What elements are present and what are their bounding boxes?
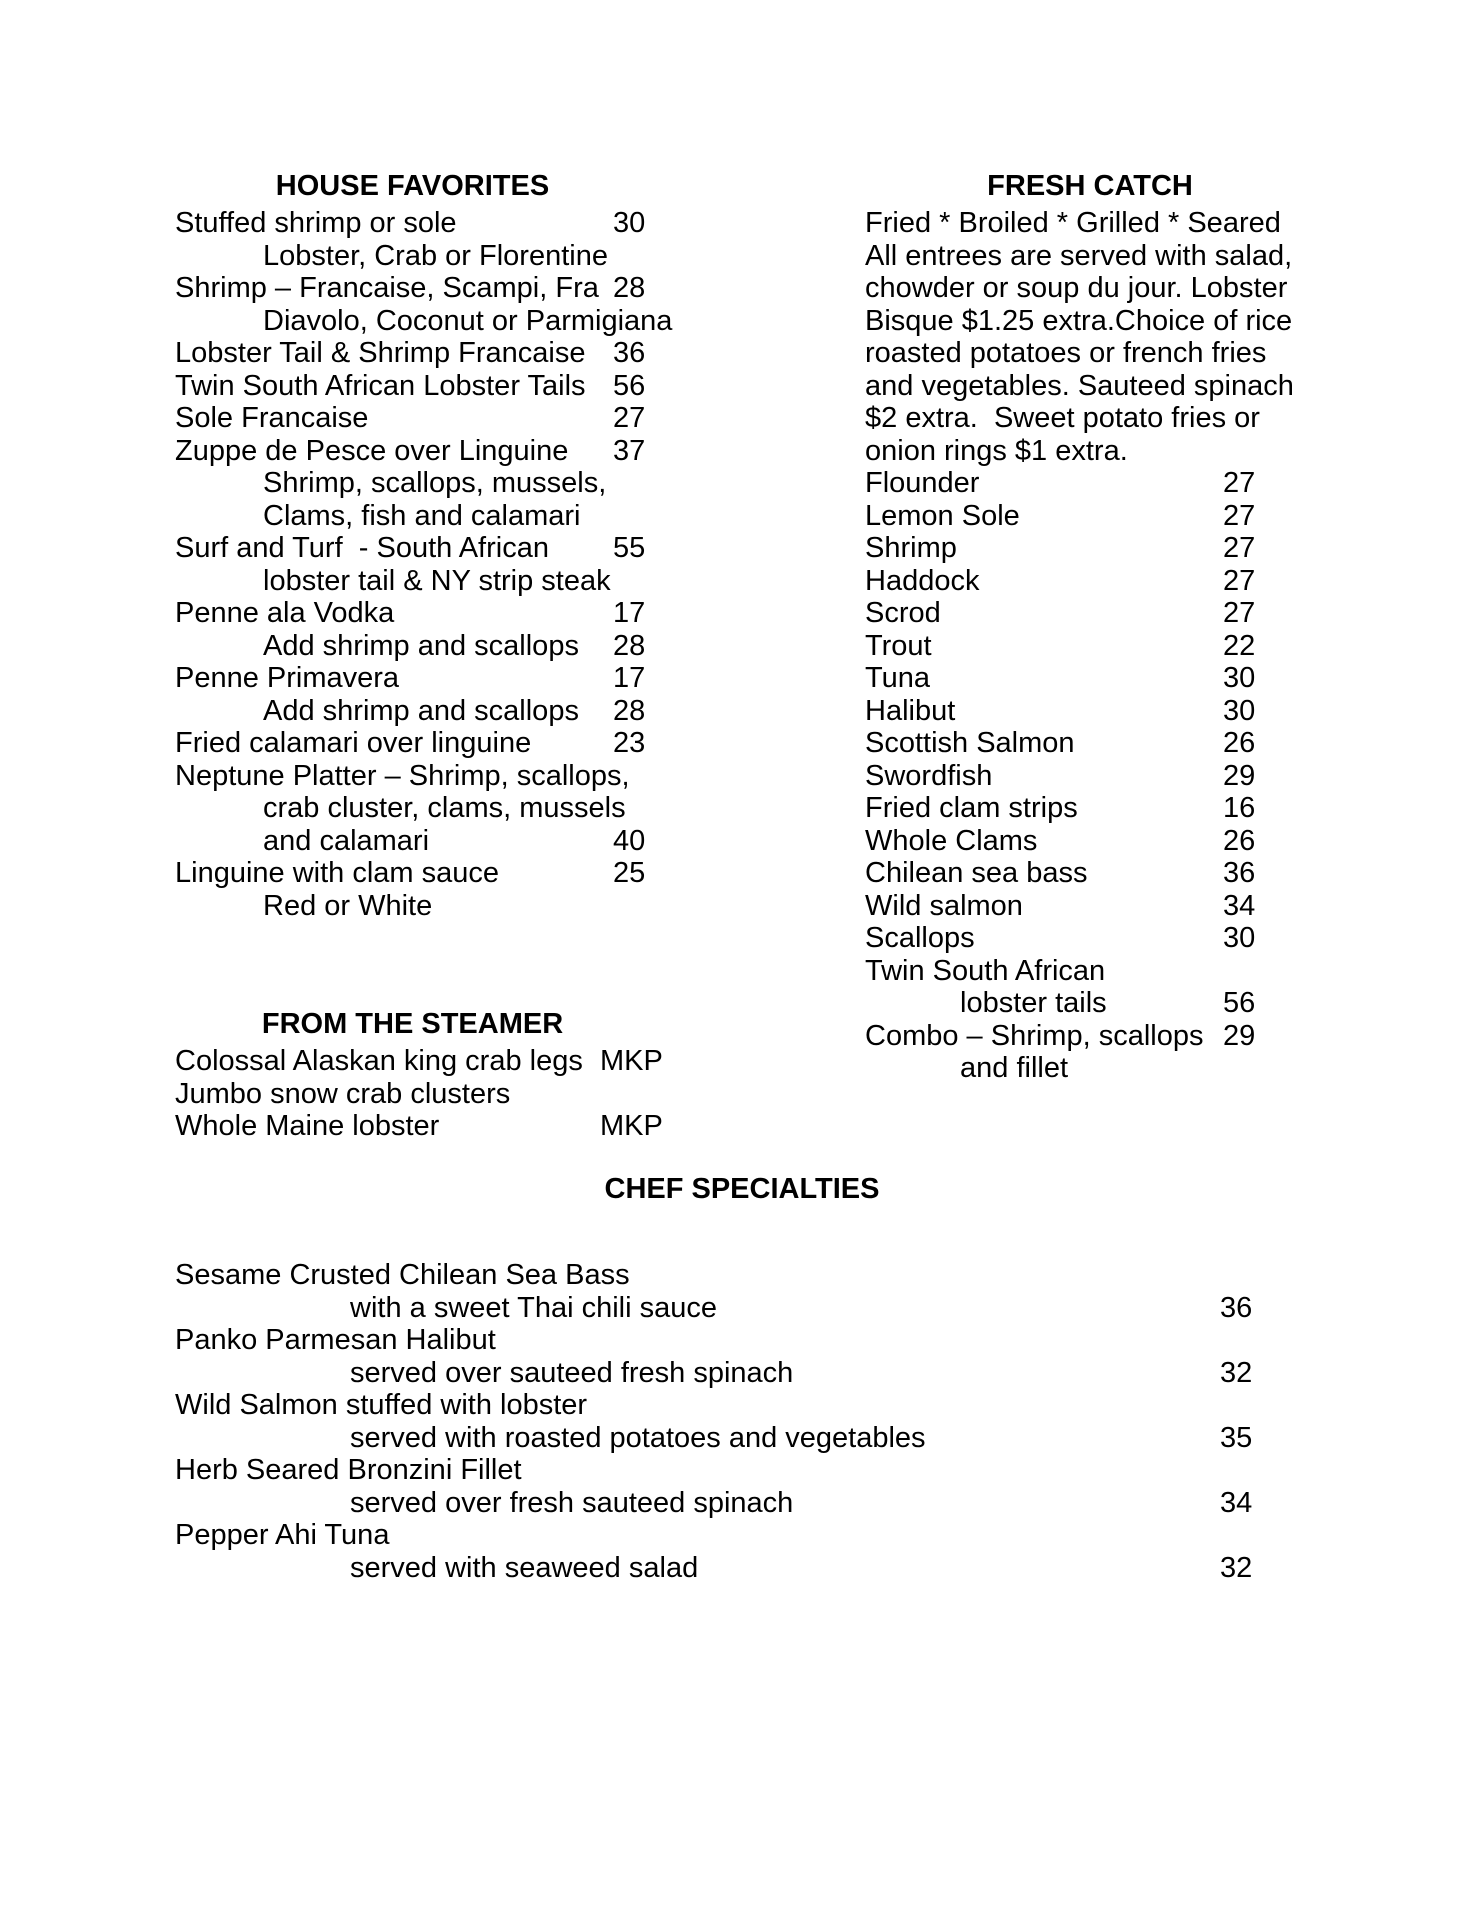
menu-item-price: 56 xyxy=(1223,987,1256,1019)
menu-item-row xyxy=(175,890,650,923)
menu-item-row xyxy=(175,272,650,305)
menu-item-row xyxy=(865,922,1315,955)
menu-item-row xyxy=(175,1357,1315,1390)
menu-item-row xyxy=(175,565,650,598)
menu-item-name: Red or White xyxy=(263,889,433,922)
menu-item-row xyxy=(175,304,673,338)
menu-item-row xyxy=(175,1292,1315,1325)
menu-item-row xyxy=(865,532,1315,565)
menu-item-price: 28 xyxy=(613,272,646,304)
section-from-the-steamer xyxy=(175,1008,663,1143)
menu-item-row xyxy=(175,792,650,825)
menu-item-price: 35 xyxy=(1220,1421,1253,1454)
menu-item-price: 26 xyxy=(1223,727,1256,759)
menu-item-price: 26 xyxy=(1223,824,1256,857)
menu-item-name: Stuffed shrimp or sole xyxy=(175,207,457,239)
menu-item-name: Lobster, Crab or Florentine xyxy=(263,239,608,272)
menu-item-name: served with roasted potatoes and vegetables xyxy=(350,1421,926,1454)
description-line: $2 extra. Sweet potato fries or xyxy=(865,402,1260,434)
menu-item-price: 40 xyxy=(613,824,646,857)
description-line: Fried * Broiled * Grilled * Seared xyxy=(865,207,1281,239)
menu-item-row xyxy=(175,1110,663,1143)
menu-item-row xyxy=(175,532,650,565)
menu-item-price: 28 xyxy=(613,694,646,727)
menu-item-name: Jumbo snow crab clusters xyxy=(175,1077,511,1110)
menu-item-name: lobster tails xyxy=(960,987,1107,1019)
menu-item-row xyxy=(865,792,1315,825)
menu-item-name: Twin South African xyxy=(865,954,1106,987)
menu-item-name: Wild salmon xyxy=(865,889,1023,922)
menu-item-name: Shrimp, scallops, mussels, xyxy=(263,467,607,499)
menu-item-name: Linguine with clam sauce xyxy=(175,857,500,889)
menu-item-name: Chilean sea bass xyxy=(865,857,1088,889)
menu-item-row xyxy=(175,1259,1315,1292)
menu-item-row xyxy=(175,500,650,533)
menu-item-row xyxy=(175,760,650,793)
house-favorites-title: HOUSE FAVORITES xyxy=(275,170,550,202)
menu-item-price: 23 xyxy=(613,727,646,759)
menu-item-name: Lemon Sole xyxy=(865,499,1020,532)
menu-item-row xyxy=(175,1324,1315,1357)
menu-item-row xyxy=(865,825,1315,858)
menu-item-name: with a sweet Thai chili sauce xyxy=(350,1291,717,1324)
menu-item-name: served over fresh sauteed spinach xyxy=(350,1486,794,1519)
menu-item-price: 36 xyxy=(1220,1291,1253,1324)
menu-item-row xyxy=(175,630,650,663)
menu-item-row xyxy=(865,955,1315,988)
menu-item-price: 56 xyxy=(613,369,646,402)
menu-item-row xyxy=(865,760,1315,793)
menu-item-price: 27 xyxy=(613,402,646,434)
description-line: Bisque $1.25 extra.Choice of rice xyxy=(865,304,1293,337)
menu-item-price: 17 xyxy=(613,662,646,694)
menu-item-price: 27 xyxy=(1223,499,1256,532)
menu-item-price: MKP xyxy=(600,1045,663,1077)
menu-item-name: Tuna xyxy=(865,662,931,694)
menu-item-price: 27 xyxy=(1223,564,1256,597)
menu-item-row xyxy=(175,695,650,728)
menu-item-row xyxy=(865,662,1315,695)
menu-item-price: 36 xyxy=(613,337,646,369)
menu-item-row xyxy=(175,1045,663,1078)
menu-item-price: 30 xyxy=(1223,922,1256,954)
section-chef-specialties-heading xyxy=(0,1173,1484,1210)
menu-item-row xyxy=(175,435,650,468)
menu-item-name: Surf and Turf - South African xyxy=(175,532,549,564)
menu-item-name: Sole Francaise xyxy=(175,402,369,434)
menu-item-price: 55 xyxy=(613,532,646,564)
menu-item-name: Scrod xyxy=(865,597,941,629)
menu-item-name: Shrimp – Francaise, Scampi, Fra xyxy=(175,272,599,304)
menu-item-price: 34 xyxy=(1220,1486,1253,1519)
menu-item-row xyxy=(865,467,1315,500)
menu-item-name: crab cluster, clams, mussels xyxy=(263,792,626,824)
menu-item-price: 30 xyxy=(1223,694,1256,727)
menu-item-row xyxy=(175,1487,1315,1520)
section-house-favorites xyxy=(175,170,673,922)
menu-item-price: 34 xyxy=(1223,889,1256,922)
description-line: onion rings $1 extra. xyxy=(865,434,1128,467)
menu-item-row xyxy=(175,207,650,240)
menu-item-name: Add shrimp and scallops xyxy=(263,629,579,662)
menu-item-row xyxy=(865,500,1315,533)
menu-item-name: Neptune Platter – Shrimp, scallops, xyxy=(175,759,630,792)
menu-item-row xyxy=(175,1078,650,1111)
menu-item-name: Whole Maine lobster xyxy=(175,1110,440,1142)
menu-item-name: Scallops xyxy=(865,922,975,954)
menu-item-price: 27 xyxy=(1223,597,1256,629)
menu-item-name: Trout xyxy=(865,629,932,662)
menu-item-name: Haddock xyxy=(865,564,980,597)
from-the-steamer-title: FROM THE STEAMER xyxy=(261,1008,564,1040)
menu-item-row xyxy=(175,662,650,695)
menu-item-row xyxy=(175,402,650,435)
menu-item-row xyxy=(175,240,650,273)
menu-item-name: Penne ala Vodka xyxy=(175,597,395,629)
menu-item-price: 32 xyxy=(1220,1551,1253,1584)
menu-item-row xyxy=(865,857,1315,890)
from-the-steamer-list xyxy=(175,1045,663,1143)
menu-item-row xyxy=(865,727,1315,760)
menu-item-row xyxy=(865,597,1315,630)
menu-item-name: and calamari xyxy=(263,824,430,857)
menu-item-name: Herb Seared Bronzini Fillet xyxy=(175,1454,522,1486)
menu-item-name: Add shrimp and scallops xyxy=(263,694,579,727)
menu-item-row xyxy=(175,1389,1315,1422)
menu-item-row xyxy=(175,825,650,858)
menu-item-name: Fried clam strips xyxy=(865,792,1078,824)
fresh-catch-title: FRESH CATCH xyxy=(987,170,1193,202)
menu-item-price: 25 xyxy=(613,857,646,889)
menu-item-row xyxy=(175,1519,1315,1552)
menu-item-price: 27 xyxy=(1223,532,1256,564)
menu-item-name: Panko Parmesan Halibut xyxy=(175,1324,496,1356)
menu-item-name: Pepper Ahi Tuna xyxy=(175,1519,390,1551)
menu-item-row xyxy=(175,727,650,760)
menu-item-name: Lobster Tail & Shrimp Francaise xyxy=(175,337,586,369)
menu-item-row xyxy=(865,987,1315,1020)
menu-item-row xyxy=(175,1552,1315,1585)
menu-item-name: Shrimp xyxy=(865,532,957,564)
section-fresh-catch xyxy=(865,170,1315,1085)
menu-item-row xyxy=(865,695,1315,728)
menu-item-name: Clams, fish and calamari xyxy=(263,499,581,532)
menu-item-price: 36 xyxy=(1223,857,1256,889)
menu-item-price: 30 xyxy=(1223,662,1256,694)
menu-item-price: 22 xyxy=(1223,629,1256,662)
menu-item-name: Combo – Shrimp, scallops xyxy=(865,1019,1204,1052)
menu-item-price: MKP xyxy=(600,1110,663,1142)
fresh-catch-list xyxy=(865,467,1315,1085)
menu-item-name: Colossal Alaskan king crab legs xyxy=(175,1045,583,1077)
menu-item-price: 32 xyxy=(1220,1356,1253,1389)
menu-item-price: 37 xyxy=(613,434,646,467)
menu-item-price: 16 xyxy=(1223,792,1256,824)
description-line: roasted potatoes or french fries xyxy=(865,337,1267,369)
menu-item-name: Penne Primavera xyxy=(175,662,400,694)
menu-item-row xyxy=(175,597,650,630)
menu-item-row xyxy=(175,467,650,500)
menu-item-name: and fillet xyxy=(960,1052,1069,1084)
chef-specialties-title: CHEF SPECIALTIES xyxy=(604,1173,880,1205)
menu-item-price: 28 xyxy=(613,629,646,662)
menu-item-name: Halibut xyxy=(865,694,956,727)
menu-item-row xyxy=(865,565,1315,598)
menu-item-name: Diavolo, Coconut or Parmigiana xyxy=(263,304,673,337)
house-favorites-list xyxy=(175,207,673,922)
menu-item-price: 27 xyxy=(1223,467,1256,499)
menu-item-name: lobster tail & NY strip steak xyxy=(263,564,611,597)
menu-item-price: 17 xyxy=(613,597,646,629)
menu-item-row xyxy=(865,1020,1315,1053)
menu-item-name: Fried calamari over linguine xyxy=(175,727,532,759)
menu-item-row xyxy=(175,370,650,403)
menu-item-name: Sesame Crusted Chilean Sea Bass xyxy=(175,1259,630,1291)
menu-item-name: Twin South African Lobster Tails xyxy=(175,369,586,402)
description-line: All entrees are served with salad, xyxy=(865,239,1293,272)
description-line: and vegetables. Sauteed spinach xyxy=(865,369,1294,402)
menu-item-name: Scottish Salmon xyxy=(865,727,1075,759)
menu-item-row xyxy=(865,890,1315,923)
menu-item-row xyxy=(865,630,1315,663)
menu-item-name: served with seaweed salad xyxy=(350,1551,699,1584)
menu-item-name: Whole Clams xyxy=(865,824,1038,857)
menu-item-name: Swordfish xyxy=(865,759,993,792)
menu-item-row xyxy=(175,1454,1315,1487)
menu-item-row xyxy=(175,857,650,890)
menu-item-row xyxy=(175,1422,1315,1455)
description-line: chowder or soup du jour. Lobster xyxy=(865,272,1288,304)
menu-item-price: 29 xyxy=(1223,759,1256,792)
menu-item-name: Zuppe de Pesce over Linguine xyxy=(175,434,569,467)
menu-item-price: 30 xyxy=(613,207,646,239)
menu-item-row xyxy=(865,1052,1315,1085)
menu-item-row xyxy=(175,337,650,370)
menu-item-name: Wild Salmon stuffed with lobster xyxy=(175,1389,588,1421)
section-chef-specialties-list xyxy=(175,1259,1315,1584)
menu-item-name: Flounder xyxy=(865,467,980,499)
menu-item-price: 29 xyxy=(1223,1019,1256,1052)
menu-item-name: served over sauteed fresh spinach xyxy=(350,1356,794,1389)
fresh-catch-description xyxy=(865,207,1315,467)
